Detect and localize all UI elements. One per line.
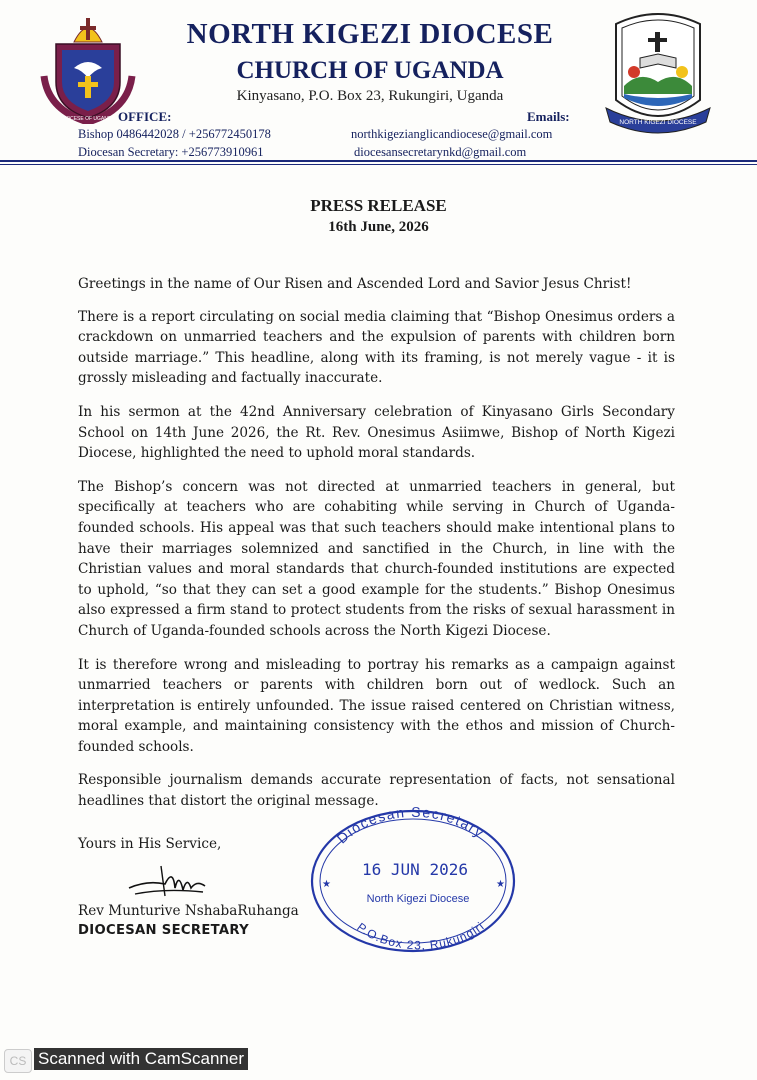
organization-name: NORTH KIGEZI DIOCESE [186,18,554,50]
stamp-date: 16 JUN 2026 [362,860,468,879]
bishop-phone: Bishop 0486442028 / +256772450178 [78,127,271,141]
signer-title: DIOCESAN SECRETARY [78,923,249,938]
office-label: OFFICE: [118,109,172,124]
stamp-diocese-name: North Kigezi Diocese [366,893,470,905]
svg-text:P.O.Box 23, Rukungiri: P.O.Box 23, Rukungiri [354,918,488,953]
secretary-phone: Diocesan Secretary: +256773910961 [78,145,264,159]
document-title: PRESS RELEASE [310,196,447,215]
svg-text:NORTH KIGEZI DIOCESE: NORTH KIGEZI DIOCESE [619,119,697,126]
signer-name: Rev Munturive NshabaRuhanga [78,903,299,919]
greeting-paragraph: Greetings in the name of Our Risen and Ascended Lord and Savior Jesus Christ! [78,276,632,292]
svg-text:DIOCESE OF UGANDA: DIOCESE OF UGANDA [61,116,115,122]
postal-address: Kinyasano, P.O. Box 23, Rukungiri, Uganda [236,88,504,104]
handwritten-signature [125,858,215,902]
emails-label: Emails: [527,109,570,124]
body-paragraph: Responsible journalism demands accurate representation of facts, not sensational headlines that distort the original message. [78,772,675,810]
closing-salutation: Yours in His Service, [78,836,222,852]
press-release-body [78,274,675,825]
diocese-crest-logo [38,12,138,124]
church-name: CHURCH OF UGANDA [236,57,504,84]
svg-text:★: ★ [496,879,505,890]
camscanner-logo-icon: CS [4,1049,32,1073]
camscanner-watermark: Scanned with CamScanner [34,1048,248,1070]
svg-text:Diocesan Secretary: Diocesan Secretary [333,805,488,847]
document-date: 16th June, 2026 [328,219,429,235]
secretary-email: diocesansecretarynkd@gmail.com [354,145,527,159]
body-paragraph: In his sermon at the 42nd Anniversary celebration of Kinyasano Girls Secondary School on 14th June 2026, the Rt. Rev. Onesimus Asiimwe, Bishop of North Kigezi Diocese, highlighted the need to uphold moral standards. [78,403,675,462]
body-paragraph: The Bishop’s concern was not directed at unmarried teachers in general, but specifically at teachers who are cohabiting while serving in Church of Uganda-founded schools. His appeal was that such teachers should make intentional plans to have their marriages solemnized and sanctified in the Church, in line with the Christian values and moral standards that church-founded institutions are expected to uphold, “so that they can set a good example for the students.” Bishop Onesimus also expressed a firm stand to protect students from the risks of sexual harassment in Church of Uganda-founded schools across the North Kigezi Diocese. [78,478,675,639]
official-stamp [306,805,520,955]
header-rule-thin [0,164,757,165]
diocese-seal-logo [602,10,714,140]
header-rule [0,160,757,162]
body-paragraph: It is therefore wrong and misleading to portray his remarks as a campaign against unmarried teachers or parents with children born out of wedlock. Such an interpretation is entirely unfounded. The issue raised centered on Christian witness, moral example, and maintaining consistency with the ethos and mission of Church-founded schools. [78,656,675,755]
diocese-email: northkigezianglicandiocese@gmail.com [351,127,553,141]
svg-text:★: ★ [322,879,331,890]
body-paragraph: There is a report circulating on social media claiming that “Bishop Onesimus orders a crackdown on unmarried teachers and the expulsion of parents with children born outside marriage.” This headline, along with its framing, is not merely vague - it is grossly misleading and factually inaccurate. [78,308,675,387]
